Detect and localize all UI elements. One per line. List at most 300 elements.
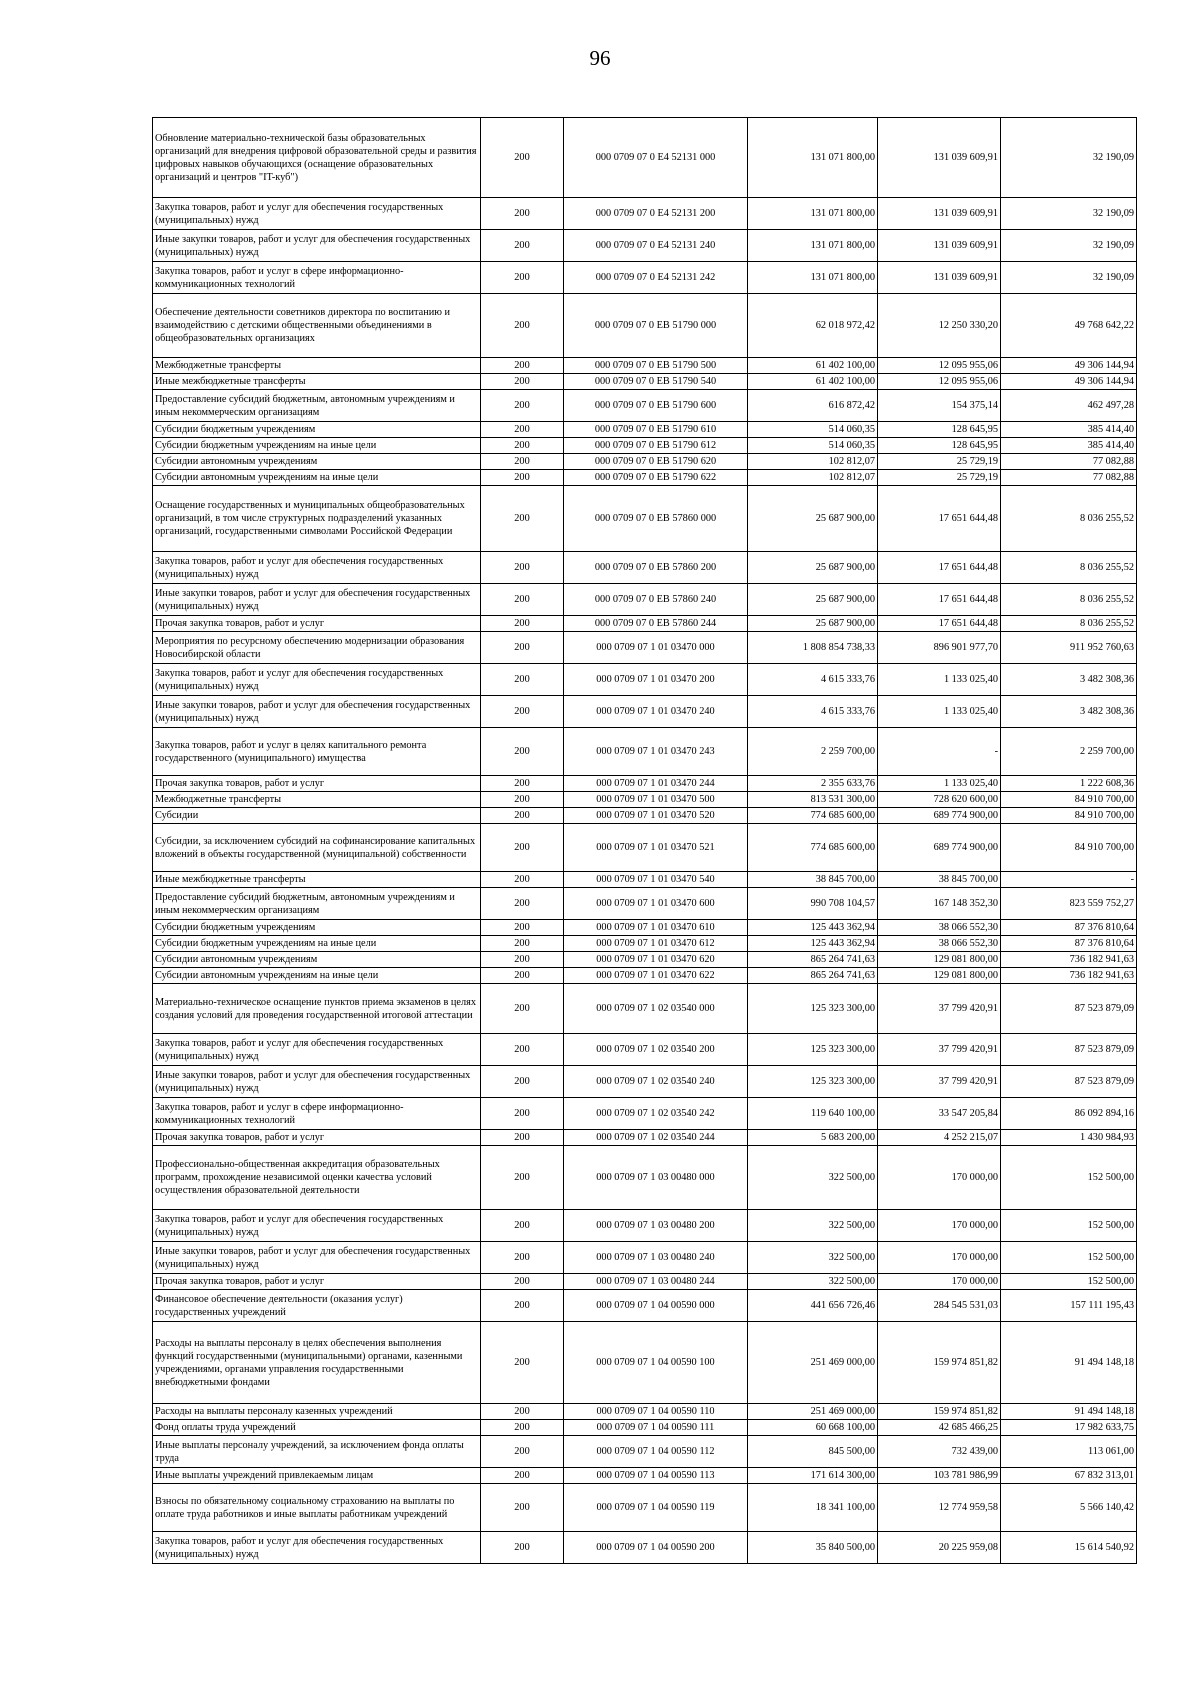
row-executed-amount: 17 651 644,48 [878, 616, 1001, 632]
row-name: Финансовое обеспечение деятельности (оказания услуг) государственных учреждений [153, 1290, 481, 1322]
row-line-code: 200 [481, 1066, 564, 1098]
budget-execution-table [152, 117, 1137, 1564]
row-approved-amount: 102 812,07 [748, 470, 878, 486]
row-line-code: 200 [481, 1274, 564, 1290]
row-executed-amount: 12 774 959,58 [878, 1484, 1001, 1532]
table-row [153, 1484, 1137, 1532]
table-row [153, 486, 1137, 552]
row-unexecuted-amount: 3 482 308,36 [1001, 664, 1137, 696]
row-executed-amount: 284 545 531,03 [878, 1290, 1001, 1322]
row-name: Субсидии бюджетным учреждениям на иные цели [153, 936, 481, 952]
row-budget-classification-code: 000 0709 07 1 03 00480 240 [564, 1242, 748, 1274]
row-budget-classification-code: 000 0709 07 1 01 03470 521 [564, 824, 748, 872]
row-unexecuted-amount: 87 523 879,09 [1001, 984, 1137, 1034]
table-row [153, 1468, 1137, 1484]
row-approved-amount: 774 685 600,00 [748, 808, 878, 824]
row-line-code: 200 [481, 920, 564, 936]
row-approved-amount: 35 840 500,00 [748, 1532, 878, 1564]
row-unexecuted-amount: 113 061,00 [1001, 1436, 1137, 1468]
row-executed-amount: 689 774 900,00 [878, 824, 1001, 872]
table-row [153, 776, 1137, 792]
table-row [153, 984, 1137, 1034]
row-name: Субсидии автономным учреждениям на иные цели [153, 470, 481, 486]
row-approved-amount: 322 500,00 [748, 1146, 878, 1210]
row-line-code: 200 [481, 968, 564, 984]
row-name: Иные закупки товаров, работ и услуг для обеспечения государственных (муниципальных) нужд [153, 696, 481, 728]
row-executed-amount: 170 000,00 [878, 1210, 1001, 1242]
row-line-code: 200 [481, 1322, 564, 1404]
row-line-code: 200 [481, 1468, 564, 1484]
row-executed-amount: 37 799 420,91 [878, 1066, 1001, 1098]
row-executed-amount: 4 252 215,07 [878, 1130, 1001, 1146]
row-budget-classification-code: 000 0709 07 1 01 03470 612 [564, 936, 748, 952]
table-row [153, 1274, 1137, 1290]
row-executed-amount: 37 799 420,91 [878, 984, 1001, 1034]
table-row [153, 1404, 1137, 1420]
row-name: Закупка товаров, работ и услуг для обеспечения государственных (муниципальных) нужд [153, 1034, 481, 1066]
row-line-code: 200 [481, 470, 564, 486]
row-name: Иные выплаты учреждений привлекаемым лицам [153, 1468, 481, 1484]
row-line-code: 200 [481, 1146, 564, 1210]
row-budget-classification-code: 000 0709 07 1 02 03540 000 [564, 984, 748, 1034]
row-budget-classification-code: 000 0709 07 1 01 03470 200 [564, 664, 748, 696]
row-name: Взносы по обязательному социальному страхованию на выплаты по оплате труда работников и иные выплаты работникам учреждений [153, 1484, 481, 1532]
row-executed-amount: 12 095 955,06 [878, 374, 1001, 390]
row-unexecuted-amount: 8 036 255,52 [1001, 584, 1137, 616]
row-executed-amount: 728 620 600,00 [878, 792, 1001, 808]
row-budget-classification-code: 000 0709 07 0 E4 52131 000 [564, 118, 748, 198]
row-executed-amount: 25 729,19 [878, 454, 1001, 470]
row-budget-classification-code: 000 0709 07 1 01 03470 243 [564, 728, 748, 776]
row-name: Иные выплаты персоналу учреждений, за исключением фонда оплаты труда [153, 1436, 481, 1468]
row-unexecuted-amount: 84 910 700,00 [1001, 792, 1137, 808]
row-approved-amount: 61 402 100,00 [748, 374, 878, 390]
row-name: Материально-техническое оснащение пунктов приема экзаменов в целях создания условий для проведения государственной итоговой аттестации [153, 984, 481, 1034]
row-line-code: 200 [481, 1034, 564, 1066]
row-budget-classification-code: 000 0709 07 0 EВ 51790 500 [564, 358, 748, 374]
row-unexecuted-amount: 15 614 540,92 [1001, 1532, 1137, 1564]
row-line-code: 200 [481, 664, 564, 696]
table-row [153, 808, 1137, 824]
row-name: Прочая закупка товаров, работ и услуг [153, 1274, 481, 1290]
row-name: Расходы на выплаты персоналу в целях обеспечения выполнения функций государственными (муниципальными) органами, казенными учреждениями, органами управления государственными внебюджетными фондами [153, 1322, 481, 1404]
row-budget-classification-code: 000 0709 07 1 01 03470 500 [564, 792, 748, 808]
row-line-code: 200 [481, 792, 564, 808]
row-approved-amount: 2 355 633,76 [748, 776, 878, 792]
row-unexecuted-amount: 385 414,40 [1001, 438, 1137, 454]
row-line-code: 200 [481, 824, 564, 872]
row-name: Субсидии, за исключением субсидий на софинансирование капитальных вложений в объекты государственной (муниципальной) собственности [153, 824, 481, 872]
row-budget-classification-code: 000 0709 07 0 E4 52131 240 [564, 230, 748, 262]
row-approved-amount: 131 071 800,00 [748, 118, 878, 198]
row-budget-classification-code: 000 0709 07 1 02 03540 240 [564, 1066, 748, 1098]
row-approved-amount: 119 640 100,00 [748, 1098, 878, 1130]
row-executed-amount: 732 439,00 [878, 1436, 1001, 1468]
row-budget-classification-code: 000 0709 07 0 E4 52131 200 [564, 198, 748, 230]
row-executed-amount: 131 039 609,91 [878, 198, 1001, 230]
table-row [153, 1532, 1137, 1564]
table-row [153, 438, 1137, 454]
row-executed-amount: 170 000,00 [878, 1274, 1001, 1290]
row-approved-amount: 171 614 300,00 [748, 1468, 878, 1484]
row-unexecuted-amount: 17 982 633,75 [1001, 1420, 1137, 1436]
row-budget-classification-code: 000 0709 07 0 EВ 51790 612 [564, 438, 748, 454]
row-unexecuted-amount: 8 036 255,52 [1001, 552, 1137, 584]
row-unexecuted-amount: 157 111 195,43 [1001, 1290, 1137, 1322]
row-unexecuted-amount: 462 497,28 [1001, 390, 1137, 422]
row-budget-classification-code: 000 0709 07 0 EВ 57860 244 [564, 616, 748, 632]
row-unexecuted-amount: 385 414,40 [1001, 422, 1137, 438]
table-row [153, 872, 1137, 888]
row-executed-amount: 25 729,19 [878, 470, 1001, 486]
row-executed-amount: 42 685 466,25 [878, 1420, 1001, 1436]
row-name: Субсидии [153, 808, 481, 824]
row-executed-amount: - [878, 728, 1001, 776]
row-line-code: 200 [481, 632, 564, 664]
table-row [153, 1322, 1137, 1404]
row-approved-amount: 62 018 972,42 [748, 294, 878, 358]
row-approved-amount: 514 060,35 [748, 438, 878, 454]
row-budget-classification-code: 000 0709 07 1 04 00590 110 [564, 1404, 748, 1420]
table-row [153, 390, 1137, 422]
row-unexecuted-amount: 91 494 148,18 [1001, 1404, 1137, 1420]
page-number: 96 [589, 46, 611, 70]
row-budget-classification-code: 000 0709 07 0 EВ 51790 540 [564, 374, 748, 390]
table-body [153, 118, 1137, 1564]
row-approved-amount: 774 685 600,00 [748, 824, 878, 872]
row-line-code: 200 [481, 584, 564, 616]
row-name: Профессионально-общественная аккредитация образовательных программ, прохождение независимой оценки качества условий осуществления образовательной деятельности [153, 1146, 481, 1210]
table-row [153, 696, 1137, 728]
row-approved-amount: 1 808 854 738,33 [748, 632, 878, 664]
table-row [153, 1146, 1137, 1210]
row-line-code: 200 [481, 1290, 564, 1322]
row-unexecuted-amount: 87 376 810,64 [1001, 936, 1137, 952]
row-budget-classification-code: 000 0709 07 1 01 03470 000 [564, 632, 748, 664]
row-unexecuted-amount: 77 082,88 [1001, 454, 1137, 470]
row-executed-amount: 17 651 644,48 [878, 552, 1001, 584]
row-unexecuted-amount: 32 190,09 [1001, 230, 1137, 262]
row-approved-amount: 125 443 362,94 [748, 936, 878, 952]
row-line-code: 200 [481, 1484, 564, 1532]
row-budget-classification-code: 000 0709 07 0 EВ 57860 240 [564, 584, 748, 616]
row-approved-amount: 25 687 900,00 [748, 552, 878, 584]
row-unexecuted-amount: 67 832 313,01 [1001, 1468, 1137, 1484]
row-approved-amount: 25 687 900,00 [748, 616, 878, 632]
row-approved-amount: 25 687 900,00 [748, 584, 878, 616]
row-line-code: 200 [481, 230, 564, 262]
row-executed-amount: 689 774 900,00 [878, 808, 1001, 824]
row-name: Межбюджетные трансферты [153, 358, 481, 374]
row-budget-classification-code: 000 0709 07 1 02 03540 200 [564, 1034, 748, 1066]
row-name: Субсидии бюджетным учреждениям [153, 920, 481, 936]
row-unexecuted-amount: 84 910 700,00 [1001, 808, 1137, 824]
row-executed-amount: 1 133 025,40 [878, 696, 1001, 728]
row-line-code: 200 [481, 294, 564, 358]
row-executed-amount: 38 845 700,00 [878, 872, 1001, 888]
row-executed-amount: 131 039 609,91 [878, 118, 1001, 198]
row-budget-classification-code: 000 0709 07 1 03 00480 200 [564, 1210, 748, 1242]
row-approved-amount: 514 060,35 [748, 422, 878, 438]
row-budget-classification-code: 000 0709 07 1 01 03470 600 [564, 888, 748, 920]
row-line-code: 200 [481, 486, 564, 552]
row-approved-amount: 251 469 000,00 [748, 1404, 878, 1420]
row-name: Субсидии автономным учреждениям [153, 454, 481, 470]
row-approved-amount: 441 656 726,46 [748, 1290, 878, 1322]
row-name: Закупка товаров, работ и услуг для обеспечения государственных (муниципальных) нужд [153, 1210, 481, 1242]
row-name: Субсидии автономным учреждениям [153, 952, 481, 968]
table-row [153, 1210, 1137, 1242]
row-budget-classification-code: 000 0709 07 1 02 03540 244 [564, 1130, 748, 1146]
row-line-code: 200 [481, 1420, 564, 1436]
row-name: Расходы на выплаты персоналу казенных учреждений [153, 1404, 481, 1420]
row-executed-amount: 1 133 025,40 [878, 776, 1001, 792]
row-unexecuted-amount: 49 306 144,94 [1001, 374, 1137, 390]
row-executed-amount: 17 651 644,48 [878, 486, 1001, 552]
table-row [153, 1034, 1137, 1066]
row-line-code: 200 [481, 262, 564, 294]
row-unexecuted-amount: 84 910 700,00 [1001, 824, 1137, 872]
row-executed-amount: 1 133 025,40 [878, 664, 1001, 696]
row-line-code: 200 [481, 1436, 564, 1468]
row-executed-amount: 17 651 644,48 [878, 584, 1001, 616]
row-approved-amount: 38 845 700,00 [748, 872, 878, 888]
row-line-code: 200 [481, 984, 564, 1034]
table-row [153, 198, 1137, 230]
row-executed-amount: 103 781 986,99 [878, 1468, 1001, 1484]
table-row [153, 968, 1137, 984]
row-executed-amount: 128 645,95 [878, 438, 1001, 454]
row-unexecuted-amount: 152 500,00 [1001, 1274, 1137, 1290]
row-unexecuted-amount: 1 222 608,36 [1001, 776, 1137, 792]
table-row [153, 552, 1137, 584]
row-executed-amount: 170 000,00 [878, 1146, 1001, 1210]
row-approved-amount: 4 615 333,76 [748, 664, 878, 696]
table-row [153, 374, 1137, 390]
table-row [153, 470, 1137, 486]
row-approved-amount: 990 708 104,57 [748, 888, 878, 920]
row-approved-amount: 251 469 000,00 [748, 1322, 878, 1404]
row-approved-amount: 131 071 800,00 [748, 262, 878, 294]
row-line-code: 200 [481, 616, 564, 632]
row-name: Прочая закупка товаров, работ и услуг [153, 1130, 481, 1146]
row-executed-amount: 12 095 955,06 [878, 358, 1001, 374]
row-name: Предоставление субсидий бюджетным, автономным учреждениям и иным некоммерческим организациям [153, 390, 481, 422]
row-approved-amount: 131 071 800,00 [748, 230, 878, 262]
row-executed-amount: 129 081 800,00 [878, 952, 1001, 968]
row-executed-amount: 33 547 205,84 [878, 1098, 1001, 1130]
row-approved-amount: 61 402 100,00 [748, 358, 878, 374]
row-unexecuted-amount: 32 190,09 [1001, 198, 1137, 230]
row-executed-amount: 38 066 552,30 [878, 936, 1001, 952]
row-budget-classification-code: 000 0709 07 0 EВ 51790 000 [564, 294, 748, 358]
table-row [153, 616, 1137, 632]
row-executed-amount: 131 039 609,91 [878, 262, 1001, 294]
row-executed-amount: 159 974 851,82 [878, 1322, 1001, 1404]
table-row [153, 230, 1137, 262]
row-executed-amount: 159 974 851,82 [878, 1404, 1001, 1420]
row-name: Субсидии бюджетным учреждениям [153, 422, 481, 438]
row-executed-amount: 38 066 552,30 [878, 920, 1001, 936]
row-approved-amount: 5 683 200,00 [748, 1130, 878, 1146]
row-approved-amount: 125 323 300,00 [748, 1034, 878, 1066]
table-row [153, 936, 1137, 952]
row-line-code: 200 [481, 888, 564, 920]
row-unexecuted-amount: - [1001, 872, 1137, 888]
row-approved-amount: 845 500,00 [748, 1436, 878, 1468]
row-name: Иные закупки товаров, работ и услуг для обеспечения государственных (муниципальных) нужд [153, 1242, 481, 1274]
table-row [153, 118, 1137, 198]
row-unexecuted-amount: 736 182 941,63 [1001, 968, 1137, 984]
row-approved-amount: 60 668 100,00 [748, 1420, 878, 1436]
table-row [153, 1098, 1137, 1130]
row-unexecuted-amount: 86 092 894,16 [1001, 1098, 1137, 1130]
row-budget-classification-code: 000 0709 07 1 01 03470 244 [564, 776, 748, 792]
row-line-code: 200 [481, 728, 564, 776]
row-unexecuted-amount: 32 190,09 [1001, 262, 1137, 294]
row-budget-classification-code: 000 0709 07 1 04 00590 200 [564, 1532, 748, 1564]
row-line-code: 200 [481, 1242, 564, 1274]
table-row [153, 262, 1137, 294]
row-name: Иные закупки товаров, работ и услуг для обеспечения государственных (муниципальных) нужд [153, 1066, 481, 1098]
table-row [153, 422, 1137, 438]
row-executed-amount: 37 799 420,91 [878, 1034, 1001, 1066]
table-row [153, 294, 1137, 358]
row-name: Мероприятия по ресурсному обеспечению модернизации образования Новосибирской области [153, 632, 481, 664]
row-line-code: 200 [481, 872, 564, 888]
row-name: Закупка товаров, работ и услуг для обеспечения государственных (муниципальных) нужд [153, 198, 481, 230]
row-name: Закупка товаров, работ и услуг для обеспечения государственных (муниципальных) нужд [153, 552, 481, 584]
row-approved-amount: 865 264 741,63 [748, 968, 878, 984]
row-line-code: 200 [481, 1210, 564, 1242]
row-budget-classification-code: 000 0709 07 1 04 00590 112 [564, 1436, 748, 1468]
row-name: Иные закупки товаров, работ и услуг для обеспечения государственных (муниципальных) нужд [153, 584, 481, 616]
row-unexecuted-amount: 91 494 148,18 [1001, 1322, 1137, 1404]
row-budget-classification-code: 000 0709 07 1 02 03540 242 [564, 1098, 748, 1130]
table-row [153, 1130, 1137, 1146]
row-name: Межбюджетные трансферты [153, 792, 481, 808]
table-row [153, 1420, 1137, 1436]
row-unexecuted-amount: 8 036 255,52 [1001, 616, 1137, 632]
row-approved-amount: 616 872,42 [748, 390, 878, 422]
row-unexecuted-amount: 87 376 810,64 [1001, 920, 1137, 936]
row-approved-amount: 2 259 700,00 [748, 728, 878, 776]
row-executed-amount: 154 375,14 [878, 390, 1001, 422]
row-name: Закупка товаров, работ и услуг в сфере информационно-коммуникационных технологий [153, 262, 481, 294]
row-unexecuted-amount: 152 500,00 [1001, 1210, 1137, 1242]
row-executed-amount: 129 081 800,00 [878, 968, 1001, 984]
row-unexecuted-amount: 2 259 700,00 [1001, 728, 1137, 776]
table-row [153, 454, 1137, 470]
row-name: Иные межбюджетные трансферты [153, 374, 481, 390]
row-budget-classification-code: 000 0709 07 1 04 00590 111 [564, 1420, 748, 1436]
row-budget-classification-code: 000 0709 07 0 E4 52131 242 [564, 262, 748, 294]
row-budget-classification-code: 000 0709 07 1 01 03470 620 [564, 952, 748, 968]
row-unexecuted-amount: 5 566 140,42 [1001, 1484, 1137, 1532]
row-unexecuted-amount: 911 952 760,63 [1001, 632, 1137, 664]
row-approved-amount: 322 500,00 [748, 1210, 878, 1242]
row-executed-amount: 170 000,00 [878, 1242, 1001, 1274]
row-approved-amount: 18 341 100,00 [748, 1484, 878, 1532]
row-line-code: 200 [481, 936, 564, 952]
table-row [153, 888, 1137, 920]
row-line-code: 200 [481, 552, 564, 584]
row-approved-amount: 125 323 300,00 [748, 984, 878, 1034]
row-unexecuted-amount: 1 430 984,93 [1001, 1130, 1137, 1146]
row-line-code: 200 [481, 952, 564, 968]
table-row [153, 1436, 1137, 1468]
row-name: Закупка товаров, работ и услуг для обеспечения государственных (муниципальных) нужд [153, 664, 481, 696]
row-budget-classification-code: 000 0709 07 1 04 00590 100 [564, 1322, 748, 1404]
row-line-code: 200 [481, 808, 564, 824]
row-line-code: 200 [481, 198, 564, 230]
row-executed-amount: 896 901 977,70 [878, 632, 1001, 664]
row-budget-classification-code: 000 0709 07 0 EВ 57860 000 [564, 486, 748, 552]
row-unexecuted-amount: 3 482 308,36 [1001, 696, 1137, 728]
row-name: Субсидии бюджетным учреждениям на иные цели [153, 438, 481, 454]
row-unexecuted-amount: 152 500,00 [1001, 1242, 1137, 1274]
row-executed-amount: 128 645,95 [878, 422, 1001, 438]
row-name: Закупка товаров, работ и услуг в целях капитального ремонта государственного (муниципального) имущества [153, 728, 481, 776]
row-name: Иные межбюджетные трансферты [153, 872, 481, 888]
row-name: Прочая закупка товаров, работ и услуг [153, 616, 481, 632]
row-name: Иные закупки товаров, работ и услуг для обеспечения государственных (муниципальных) нужд [153, 230, 481, 262]
row-line-code: 200 [481, 390, 564, 422]
table-row [153, 792, 1137, 808]
row-budget-classification-code: 000 0709 07 0 EВ 57860 200 [564, 552, 748, 584]
row-executed-amount: 20 225 959,08 [878, 1532, 1001, 1564]
row-approved-amount: 25 687 900,00 [748, 486, 878, 552]
row-unexecuted-amount: 736 182 941,63 [1001, 952, 1137, 968]
table-row [153, 952, 1137, 968]
table-row [153, 358, 1137, 374]
row-unexecuted-amount: 823 559 752,27 [1001, 888, 1137, 920]
row-approved-amount: 131 071 800,00 [748, 198, 878, 230]
row-line-code: 200 [481, 358, 564, 374]
row-executed-amount: 12 250 330,20 [878, 294, 1001, 358]
row-budget-classification-code: 000 0709 07 1 01 03470 520 [564, 808, 748, 824]
row-line-code: 200 [481, 1532, 564, 1564]
row-approved-amount: 125 323 300,00 [748, 1066, 878, 1098]
row-line-code: 200 [481, 438, 564, 454]
table-row [153, 920, 1137, 936]
row-unexecuted-amount: 32 190,09 [1001, 118, 1137, 198]
row-budget-classification-code: 000 0709 07 1 04 00590 000 [564, 1290, 748, 1322]
row-line-code: 200 [481, 374, 564, 390]
row-unexecuted-amount: 87 523 879,09 [1001, 1066, 1137, 1098]
table-row [153, 584, 1137, 616]
row-executed-amount: 131 039 609,91 [878, 230, 1001, 262]
row-approved-amount: 322 500,00 [748, 1242, 878, 1274]
row-name: Обеспечение деятельности советников директора по воспитанию и взаимодействию с детскими общественными объединениями в общеобразовательных организациях [153, 294, 481, 358]
row-budget-classification-code: 000 0709 07 1 01 03470 610 [564, 920, 748, 936]
row-approved-amount: 813 531 300,00 [748, 792, 878, 808]
row-unexecuted-amount: 87 523 879,09 [1001, 1034, 1137, 1066]
row-budget-classification-code: 000 0709 07 1 01 03470 540 [564, 872, 748, 888]
row-approved-amount: 102 812,07 [748, 454, 878, 470]
row-unexecuted-amount: 77 082,88 [1001, 470, 1137, 486]
row-budget-classification-code: 000 0709 07 0 EВ 51790 622 [564, 470, 748, 486]
row-name: Закупка товаров, работ и услуг для обеспечения государственных (муниципальных) нужд [153, 1532, 481, 1564]
row-name: Фонд оплаты труда учреждений [153, 1420, 481, 1436]
row-approved-amount: 4 615 333,76 [748, 696, 878, 728]
row-budget-classification-code: 000 0709 07 1 04 00590 113 [564, 1468, 748, 1484]
table-row [153, 632, 1137, 664]
row-line-code: 200 [481, 1098, 564, 1130]
row-name: Предоставление субсидий бюджетным, автономным учреждениям и иным некоммерческим организациям [153, 888, 481, 920]
row-name: Субсидии автономным учреждениям на иные цели [153, 968, 481, 984]
row-name: Оснащение государственных и муниципальных общеобразовательных организаций, в том числе структурных подразделений указанных организаций, государственными символами Российской Федерации [153, 486, 481, 552]
